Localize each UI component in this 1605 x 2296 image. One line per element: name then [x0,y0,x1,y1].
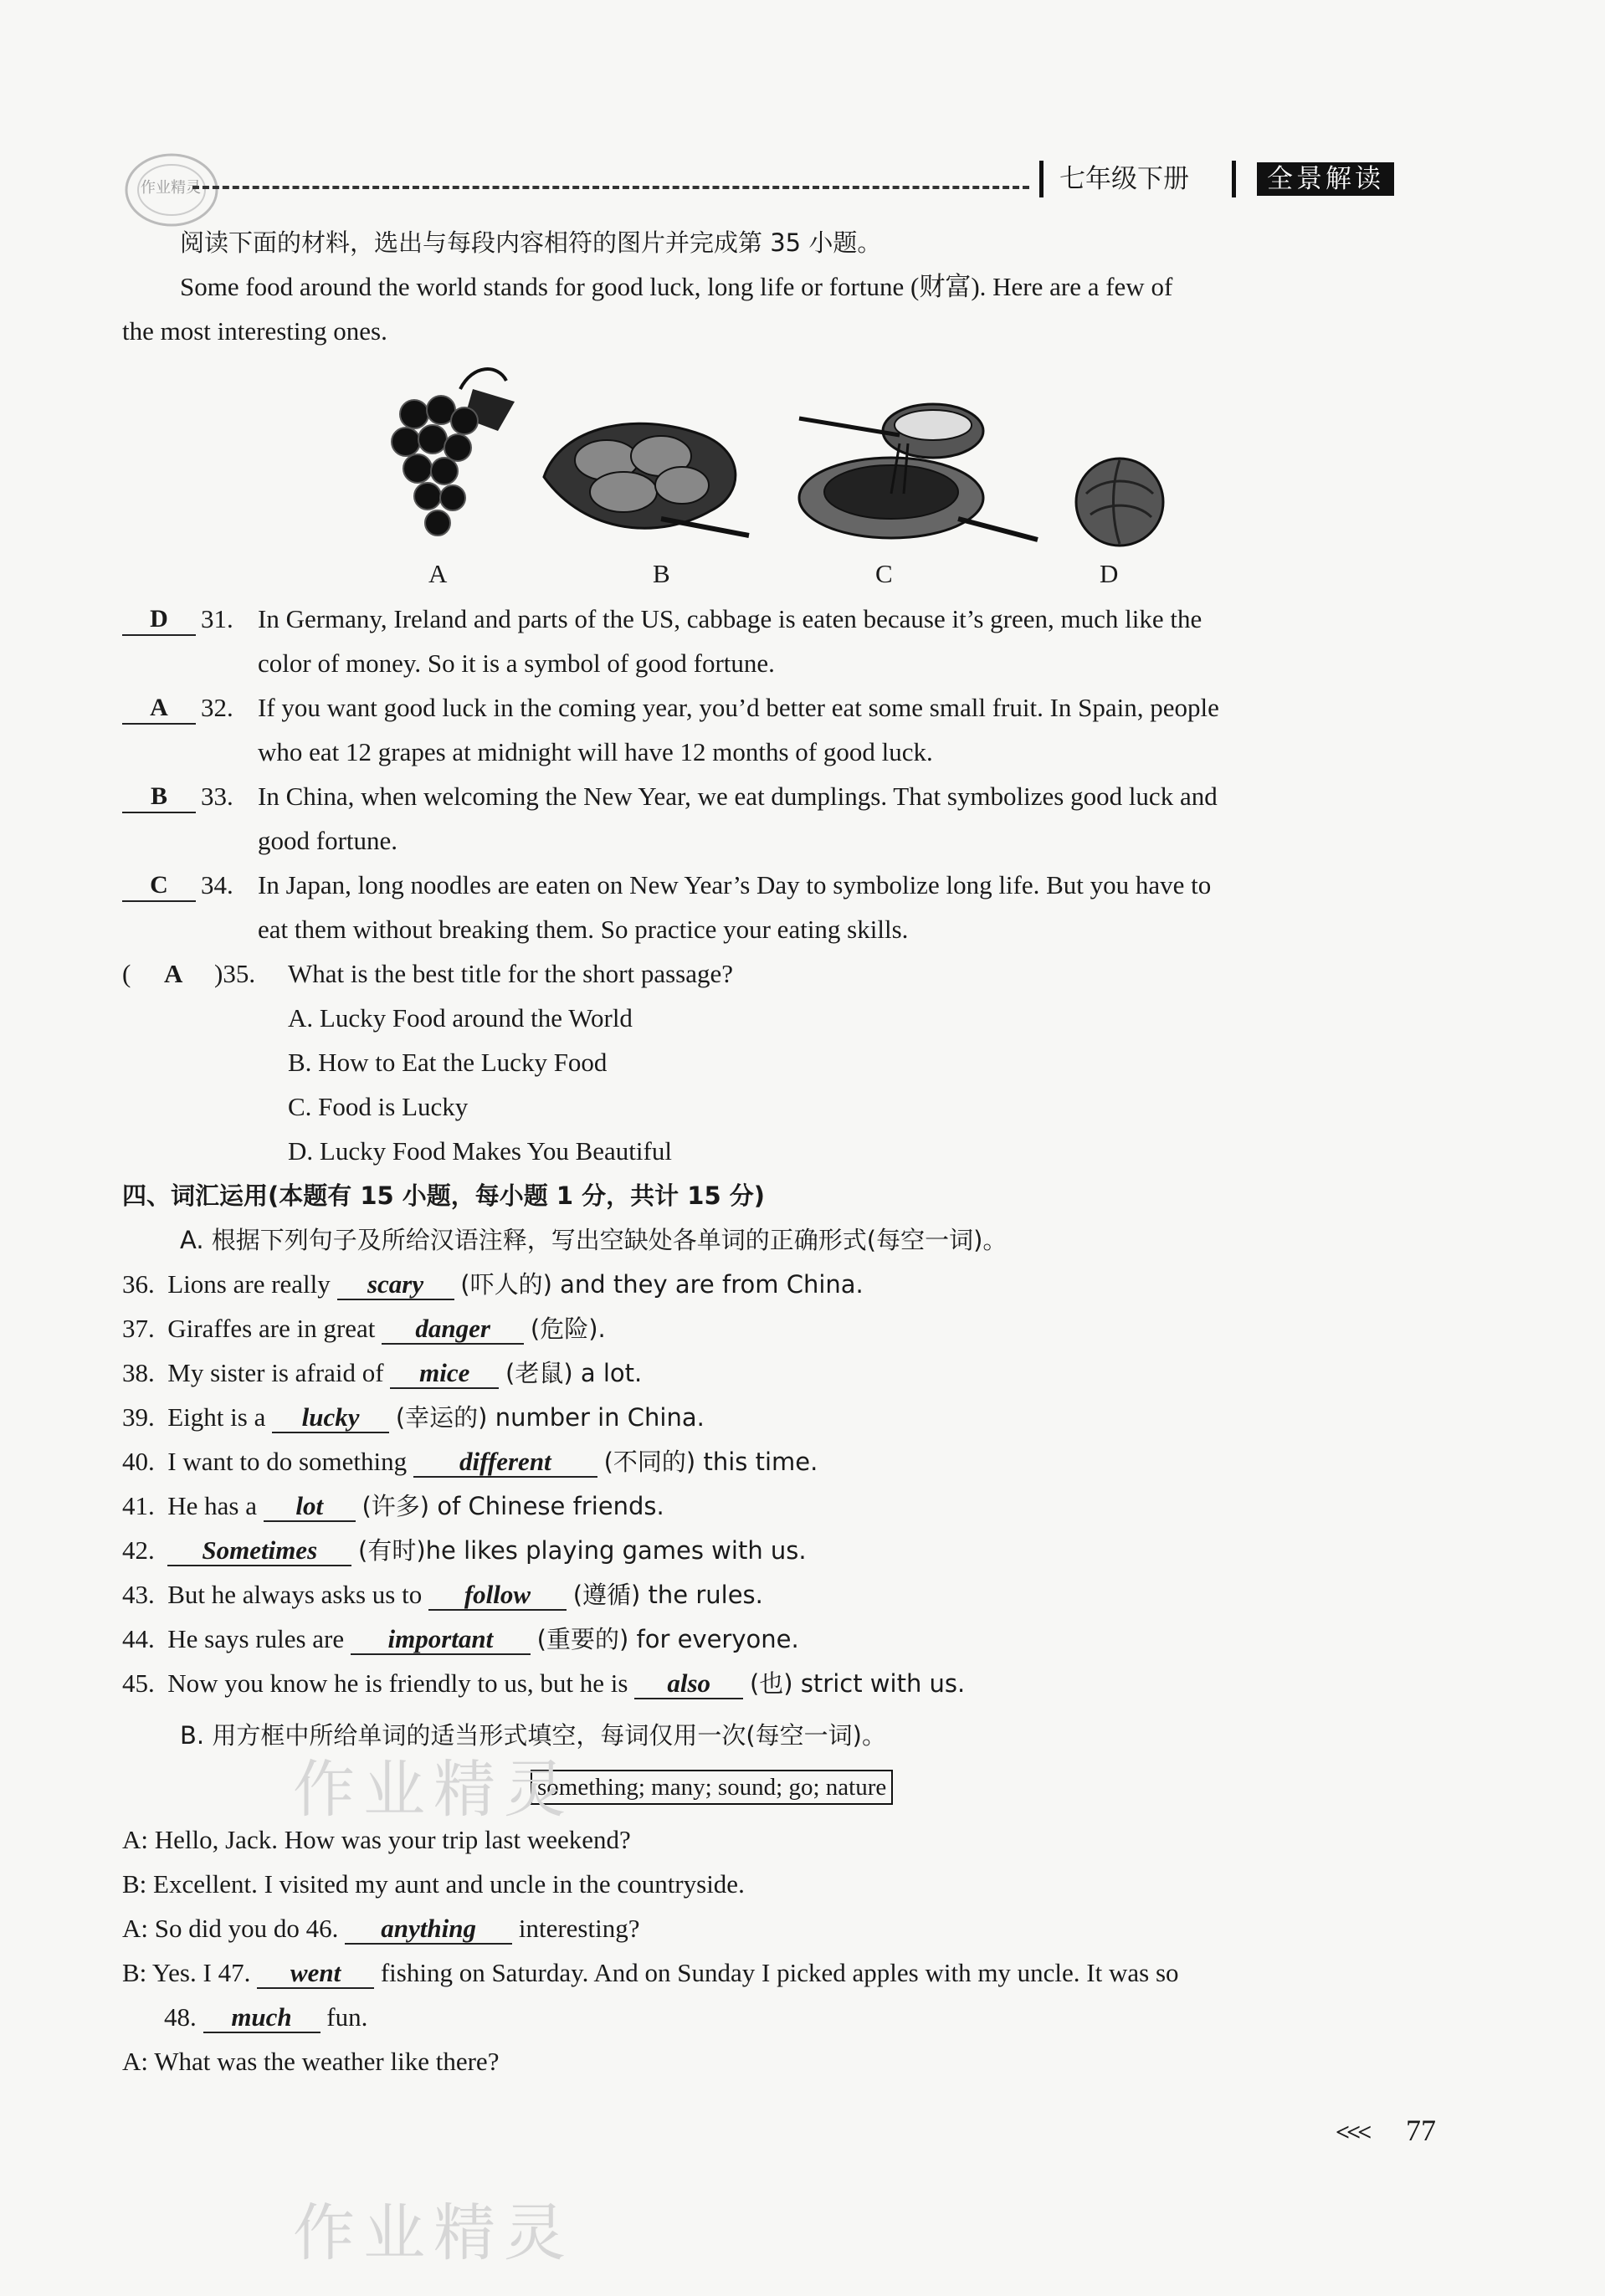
q35-option: A. Lucky Food around the World [288,1003,633,1033]
item-after: (不同的) this time. [603,1448,818,1476]
vocab-item [122,1667,965,1700]
dialogue-line [122,1912,639,1945]
page-arrows-icon: <<< [1336,2119,1369,2146]
watermark: 作业精灵 [293,2197,574,2269]
answer-blank: scary [337,1270,454,1300]
dialogue-line [122,1956,1179,1990]
picture-label: B [653,559,670,588]
cabbage-icon [1069,452,1170,552]
answer-blank: D [122,604,196,636]
answer-blank: danger [382,1315,524,1345]
item-after: (许多) of Chinese friends. [362,1492,664,1520]
q35-option: C. Food is Lucky [288,1092,469,1121]
item-number: 41. [122,1491,155,1520]
question-text: who eat 12 grapes at midnight will have 12 months of good luck. [258,737,933,766]
dumplings-icon [536,402,753,544]
section-title: 四、词汇运用(本题有 15 小题，每小题 1 分，共计 15 分) [122,1181,765,1210]
vocab-item [122,1445,818,1479]
answer-blank: different [413,1448,597,1478]
header-divider [1232,161,1236,197]
header-book-badge: 全景解读 [1257,162,1394,196]
vocab-item [122,1268,864,1301]
dialogue-line [164,2001,367,2034]
dialogue-text: 48. [164,2002,197,2032]
answer-blank: much [203,2003,320,2033]
question-text: color of money. So it is a symbol of good fortune. [258,648,775,678]
item-after: (老鼠) a lot. [505,1359,643,1387]
picture-label: D [1100,559,1119,588]
item-number: 39. [122,1402,155,1432]
question-text: eat them without breaking them. So practice your eating skills. [258,915,909,944]
item-number: 38. [122,1358,155,1387]
header-divider [1039,161,1044,197]
question-text: In Japan, long noodles are eaten on New Year’s Day to symbolize long life. But you have to [258,870,1212,899]
question-text: In China, when welcoming the New Year, we eat dumplings. That symbolizes good luck and [258,782,1218,811]
item-after: (幸运的) number in China. [395,1403,705,1432]
answer-blank: follow [428,1581,567,1611]
answer-blank: went [257,1959,374,1989]
question-number: 31. [201,604,233,633]
dialogue-text: A: So did you do 46. [122,1914,339,1943]
vocab-item [122,1356,642,1390]
item-after: (重要的) for everyone. [536,1625,799,1653]
item-before: I want to do something [167,1447,408,1476]
item-before: He has a [167,1491,257,1520]
item-before: Giraffes are in great [167,1314,376,1343]
item-after: (有时)he likes playing games with us. [358,1536,807,1565]
q35-option: B. How to Eat the Lucky Food [288,1048,608,1077]
vocab-item [122,1622,799,1656]
header-grade: 七年级下册 [1059,164,1189,194]
dialogue-line: B: Excellent. I visited my aunt and uncle in the countryside. [122,1869,745,1899]
item-number: 42. [122,1535,155,1565]
dialogue-text: B: Yes. I 47. [122,1958,251,1987]
picture-label: A [428,559,448,588]
dialogue-text: fun. [326,2002,368,2032]
item-before: But he always asks us to [167,1580,423,1609]
question-number: 34. [201,870,233,899]
q35-paren-open: ( [122,959,131,988]
picture-label: C [875,559,893,588]
item-number: 44. [122,1624,155,1653]
grapes-icon [381,356,523,548]
vocab-item [122,1534,807,1567]
answer-blank: also [634,1669,743,1699]
item-number: 36. [122,1269,155,1299]
vocab-item [122,1578,763,1612]
answer-blank: C [122,870,196,902]
noodles-icon [791,393,1042,552]
word-box: something; many; sound; go; nature [531,1770,893,1805]
answer-blank: B [122,782,196,813]
question-number: 33. [201,782,233,811]
item-before: Lions are really [167,1269,331,1299]
answer-blank: important [351,1625,531,1655]
part-a-instruction: A. 根据下列句子及所给汉语注释，写出空缺处各单词的正确形式(每空一词)。 [180,1226,1008,1254]
q35-answer: A [164,959,183,988]
item-before: My sister is afraid of [167,1358,384,1387]
item-before: He says rules are [167,1624,345,1653]
question-text: If you want good luck in the coming year, you’d better eat some small fruit. In Spain, people [258,693,1219,722]
item-number: 43. [122,1580,155,1609]
seal-text: 作业精灵 [141,179,201,197]
question-text: good fortune. [258,826,398,855]
watermark: 作业精灵 [293,1754,574,1826]
q35-option: D. Lucky Food Makes You Beautiful [288,1136,672,1166]
item-before: Now you know he is friendly to us, but he is [167,1668,628,1698]
item-after: (也) strict with us. [749,1669,966,1698]
vocab-item [122,1312,606,1345]
part-b-instruction: B. 用方框中所给单词的适当形式填空，每词仅用一次(每空一词)。 [180,1721,886,1750]
answer-blank: Sometimes [167,1536,351,1566]
q35-text: What is the best title for the short passage? [288,959,734,988]
dialogue-text: interesting? [518,1914,640,1943]
answer-blank: anything [345,1914,512,1945]
dialogue-line: A: What was the weather like there? [122,2047,500,2076]
reading-intro-line: Some food around the world stands for good luck, long life or fortune (财富). Here are a few of [180,272,1173,301]
item-number: 40. [122,1447,155,1476]
item-after: (危险). [530,1315,606,1343]
reading-instruction: 阅读下面的材料，选出与每段内容相符的图片并完成第 35 小题。 [180,228,882,257]
answer-blank: lucky [272,1403,389,1433]
dialogue-line: A: Hello, Jack. How was your trip last weekend? [122,1825,631,1854]
answer-blank: lot [264,1492,356,1522]
question-text: In Germany, Ireland and parts of the US, cabbage is eaten because it’s green, much like the [258,604,1202,633]
vocab-item [122,1489,664,1523]
question-number: 32. [201,693,233,722]
item-number: 37. [122,1314,155,1343]
item-after: (遵循) the rules. [572,1581,763,1609]
vocab-item [122,1401,705,1434]
page-number: 77 [1406,2114,1436,2147]
dialogue-text: fishing on Saturday. And on Sunday I picked apples with my uncle. It was so [380,1958,1179,1987]
reading-intro-line: the most interesting ones. [122,316,387,346]
answer-blank: mice [390,1359,499,1389]
item-after: (吓人的) and they are from China. [460,1270,864,1299]
answer-blank: A [122,693,196,725]
item-before: Eight is a [167,1402,266,1432]
header-dashed-rule [192,186,1029,189]
item-number: 45. [122,1668,155,1698]
q35-number: )35. [214,959,256,988]
